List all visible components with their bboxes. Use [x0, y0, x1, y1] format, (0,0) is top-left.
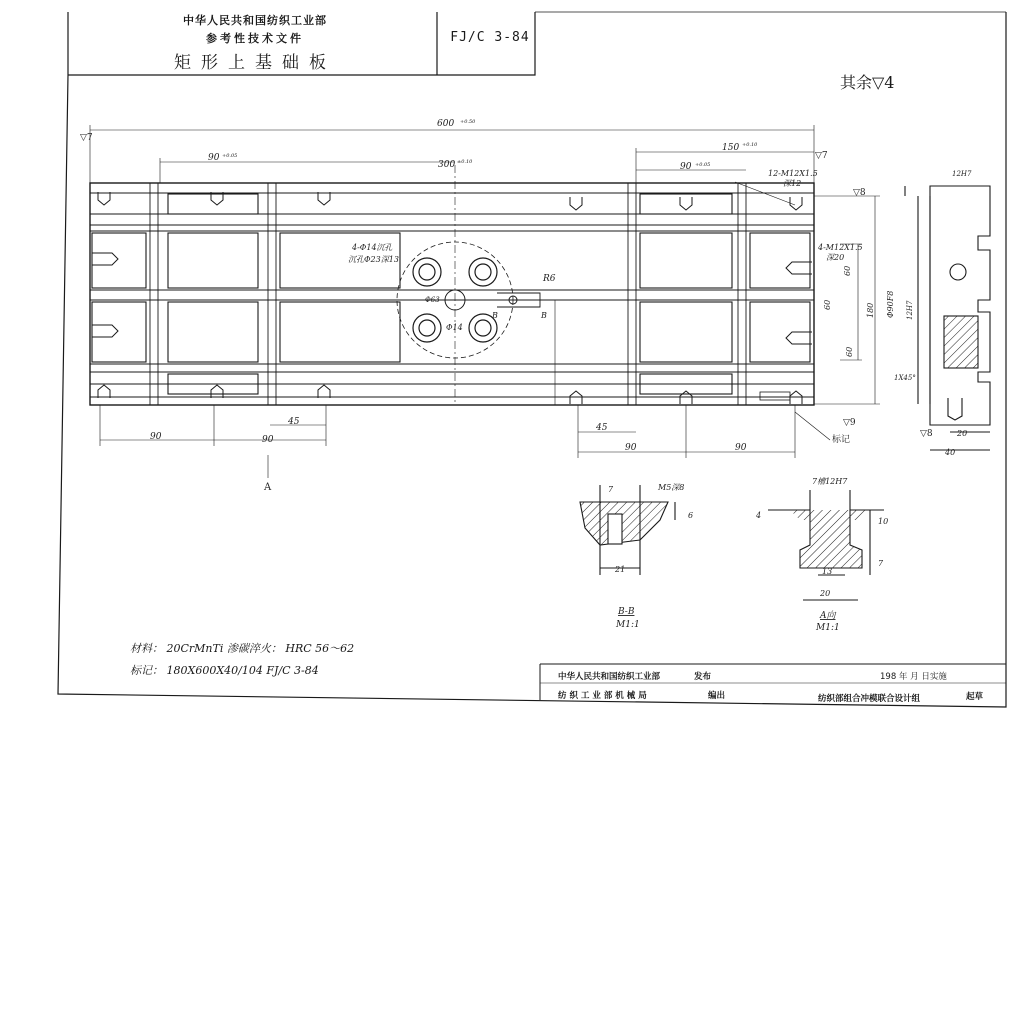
footer-draft-action: 起草 [966, 692, 984, 702]
thread-top-spec: 12-M12X1.5 [768, 169, 818, 178]
roughness-note: 其余▽4 [840, 73, 895, 92]
a-label: A向 [820, 611, 836, 621]
side-view [905, 186, 990, 450]
dim-12h7-side: 12H7 [906, 300, 914, 320]
part-name: 矩形上基础板 [174, 53, 336, 73]
dim-90-right: 90 [680, 162, 692, 172]
roughness-9: ▽9 [843, 418, 856, 428]
radius-r6: R6 [543, 274, 556, 284]
dim-90-bottom-1: 90 [150, 432, 162, 442]
roughness-7-a: ▽7 [80, 133, 93, 143]
roughness-7-b: ▽7 [815, 151, 828, 161]
dim-90-bottom-3: 90 [625, 443, 637, 453]
marking-note: 标记： 180X600X40/104 FJ/C 3-84 [130, 664, 319, 677]
view-a-label: A [264, 482, 272, 493]
footer-issue-action: 发布 [694, 672, 712, 682]
issuer-title: 中华人民共和国纺织工业部 [183, 14, 327, 27]
thread-top-depth: 深12 [783, 179, 802, 188]
dim-90-left: 90 [208, 153, 220, 163]
hole-spec: 4-Φ14沉孔 [352, 243, 393, 252]
side-chamfer: 1X45° [894, 374, 916, 382]
bb-label: B-B [618, 607, 635, 617]
section-mark-b-2: B [541, 311, 547, 320]
dim-60-middle: 60 [823, 299, 832, 310]
dim-45-right: 45 [596, 423, 608, 433]
side-dim-40: 40 [945, 448, 956, 457]
side-12h7: 12H7 [952, 170, 972, 178]
footer-date: 198 年 月 日实施 [880, 672, 947, 682]
footer-publish-action: 编出 [708, 691, 726, 701]
footer-design-org: 纺织部组合冲模联合设计组 [818, 694, 921, 704]
dim-90-bottom-2: 90 [262, 435, 274, 445]
bb-dim-6: 6 [688, 511, 694, 520]
a-dim-20: 20 [820, 589, 831, 598]
a-dim-10: 10 [878, 517, 889, 526]
footer-publisher: 纺 织 工 业 部 机 械 局 [558, 691, 647, 701]
section-a-view [768, 490, 884, 600]
dim-90-bottom-4: 90 [735, 443, 747, 453]
bb-scale: M1:1 [616, 620, 640, 630]
a-dim-7: 7 [878, 559, 884, 568]
a-dim-13: 13 [822, 567, 833, 576]
sheet-border [58, 12, 1006, 707]
document-type: 参考性技术文件 [206, 32, 304, 45]
dim-300-tol: ±0.10 [457, 159, 473, 165]
dim-90-right-tol: +0.05 [695, 162, 711, 168]
roughness-8-b: ▽8 [920, 429, 933, 439]
counterbore-spec: 沉孔Φ23深13 [348, 255, 399, 264]
a-slot: 7槽12H7 [812, 477, 848, 486]
document-code: FJ/C 3-84 [450, 30, 530, 45]
material-note: 材料： 20CrMnTi 渗碳淬火： HRC 56～62 [130, 642, 355, 655]
dim-d63: Φ63 [425, 296, 440, 304]
dim-600: 600 [437, 119, 455, 129]
side-dim-20: 20 [957, 429, 968, 438]
marking-pocket [760, 392, 790, 400]
dim-60-lower: 60 [845, 346, 854, 357]
footer-issuer: 中华人民共和国纺织工业部 [558, 672, 661, 682]
section-mark-b-1: B [492, 311, 498, 320]
t-slot-lines [90, 183, 814, 405]
thread-side-spec: 4-M12X1.5 [818, 243, 863, 252]
bb-dim-7: 7 [608, 485, 614, 494]
dim-150-tol: +0.10 [742, 142, 758, 148]
dim-60-upper: 60 [843, 265, 852, 276]
dim-300: 300 [438, 160, 456, 170]
a-dim-4: 4 [756, 511, 762, 520]
roughness-8-a: ▽8 [853, 188, 866, 198]
dim-180: 180 [866, 302, 875, 318]
dim-90-left-tol: +0.05 [222, 153, 238, 159]
dim-d90f8: Φ90F8 [886, 290, 895, 318]
mark-label: 标记 [832, 435, 851, 445]
a-scale: M1:1 [816, 623, 840, 633]
thread-side-depth: 深20 [826, 253, 845, 262]
dim-d14: Φ14 [446, 323, 463, 332]
bb-thread: M5深8 [658, 483, 685, 492]
dim-45-left: 45 [288, 417, 300, 427]
dim-600-tol: +0.50 [460, 119, 476, 125]
dim-150: 150 [722, 143, 740, 153]
section-bb-view [580, 485, 675, 575]
bb-dim-21: 21 [615, 565, 626, 574]
